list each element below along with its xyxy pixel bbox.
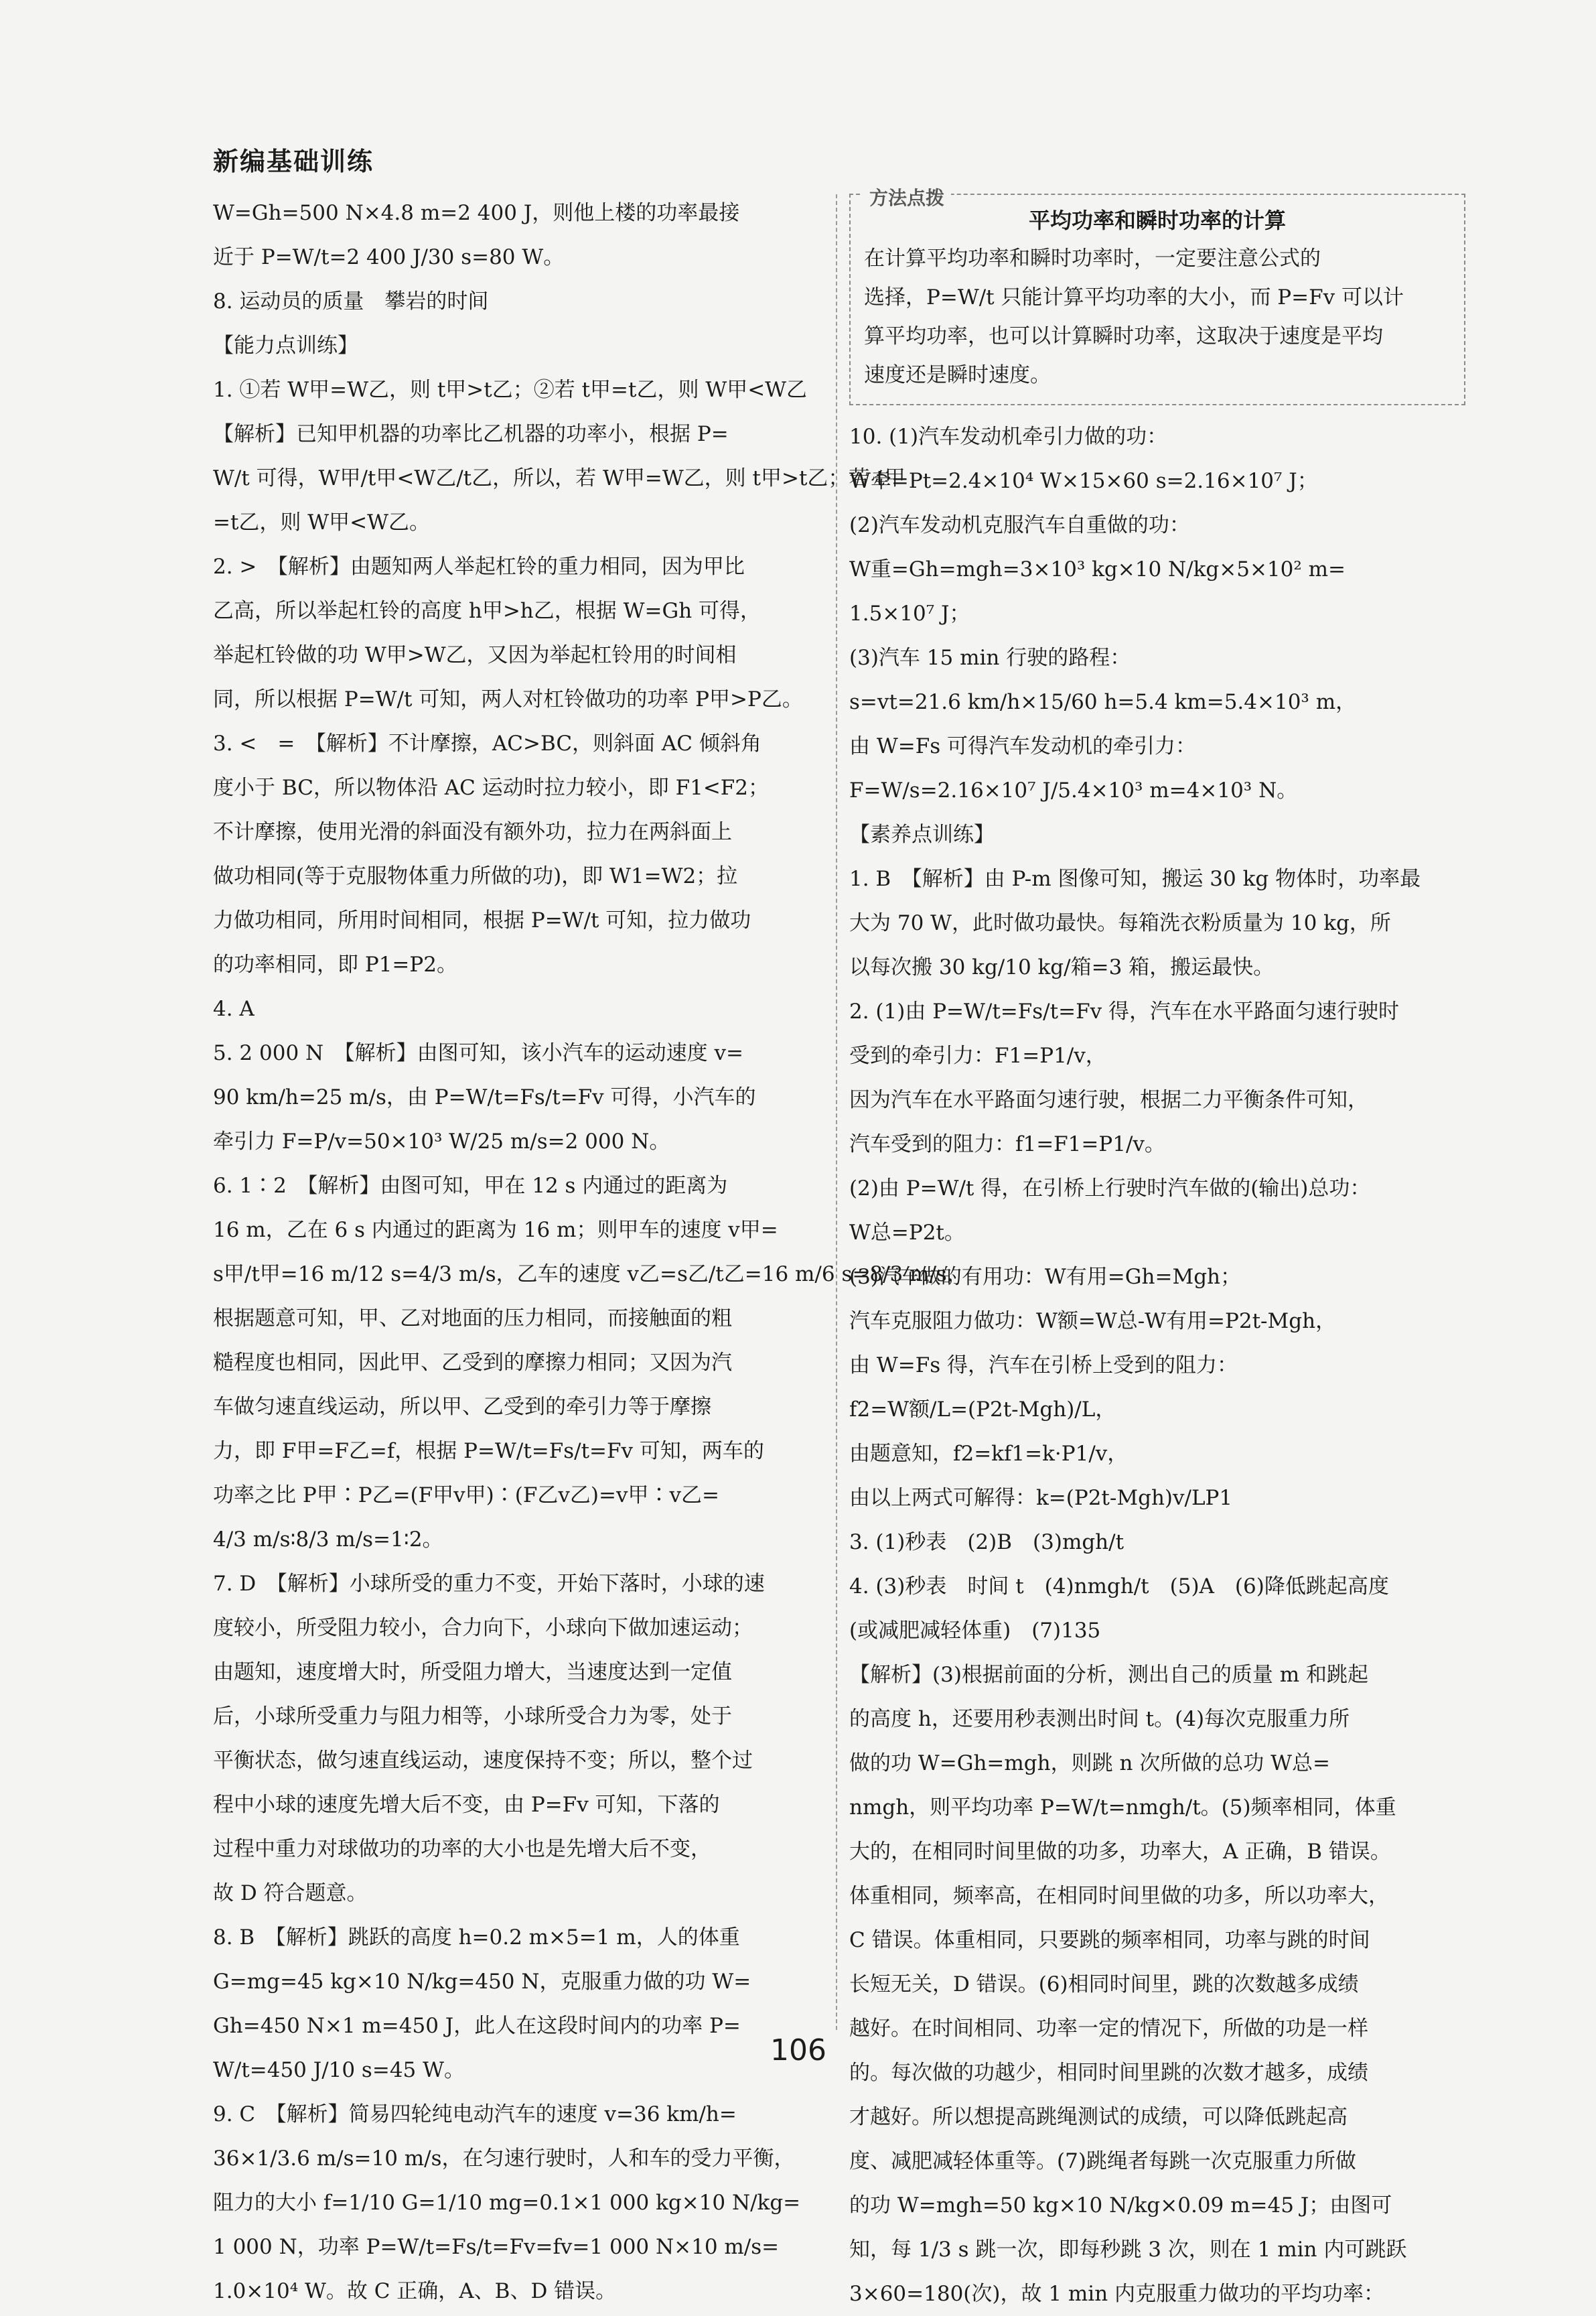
- text-line: 3. (1)秒表 (2)B (3)mgh/t: [849, 1530, 1125, 1554]
- text-line: 【解析】(3)根据前面的分析，测出自己的质量 m 和跳起: [849, 1663, 1369, 1687]
- text-line: 由题知，速度增大时，所受阻力增大，当速度达到一定值: [213, 1660, 732, 1684]
- right-column: [849, 187, 1465, 2316]
- text-line: W/t 可得，W甲/t甲<W乙/t乙，所以，若 W甲=W乙，则 t甲>t乙；若 t甲: [213, 466, 905, 490]
- text-line: (2)汽车发动机克服汽车自重做的功：: [849, 513, 1190, 537]
- text-line: 功率之比 P甲∶P乙=(F甲v甲)∶(F乙v乙)=v甲∶v乙=: [213, 1483, 719, 1507]
- text-line: 越好。在时间相同、功率一定的情况下，所做的功是一样: [849, 2017, 1368, 2041]
- text-line: 由以上两式可解得：k=(P2t-Mgh)v/LP1: [849, 1486, 1233, 1510]
- text-line: 因为汽车在水平路面匀速行驶，根据二力平衡条件可知，: [849, 1088, 1368, 1112]
- text-line: 【素养点训练】: [849, 823, 995, 847]
- right-column-body: [849, 415, 1465, 2316]
- text-line: (2)由 P=W/t 得，在引桥上行驶时汽车做的(输出)总功：: [849, 1176, 1371, 1201]
- method-tip-box: [849, 187, 1465, 405]
- text-line: 汽车克服阻力做功：W额=W总-W有用=P2t-Mgh，: [849, 1309, 1337, 1333]
- text-line: (或减肥减轻体重) (7)135: [849, 1619, 1101, 1643]
- text-line: 汽车受到的阻力：f1=F1=P1/v。: [849, 1132, 1165, 1156]
- text-line: 1. B 【解析】由 P-m 图像可知，搬运 30 kg 物体时，功率最: [849, 867, 1421, 891]
- text-line: 以每次搬 30 kg/10 kg/箱=3 箱，搬运最快。: [849, 955, 1275, 979]
- text-line: f2=W额/L=(P2t-Mgh)/L，: [849, 1398, 1116, 1422]
- text-line: nmgh，则平均功率 P=W/t=nmgh/t。(5)频率相同，体重: [849, 1795, 1396, 1820]
- text-line: s=vt=21.6 km/h×15/60 h=5.4 km=5.4×10³ m，: [849, 690, 1357, 714]
- text-line: 体重相同，频率高，在相同时间里做的功多，所以功率大，: [849, 1884, 1389, 1908]
- text-line: 8. 运动员的质量 攀岩的时间: [213, 289, 489, 314]
- column-divider: [836, 194, 837, 2030]
- text-line: 7. D 【解析】小球所受的重力不变，开始下落时，小球的速: [213, 1572, 765, 1596]
- text-line: 的功率相同，即 P1=P2。: [213, 953, 457, 977]
- text-line: 乙高，所以举起杠铃的高度 h甲>h乙，根据 W=Gh 可得，: [213, 599, 761, 623]
- text-line: 【解析】已知甲机器的功率比乙机器的功率小，根据 P=: [213, 422, 729, 446]
- text-line: (3)汽车做的有用功：W有用=Gh=Mgh；: [849, 1265, 1242, 1289]
- text-line: 由题意知，f2=kf1=k·P1/v，: [849, 1442, 1129, 1466]
- text-line: s甲/t甲=16 m/12 s=4/3 m/s，乙车的速度 v乙=s乙/t乙=16 m/6 s=8/3 m/s，: [213, 1262, 968, 1286]
- text-line: 度、减肥减轻体重等。(7)跳绳者每跳一次克服重力所做: [849, 2149, 1356, 2173]
- text-line: 过程中重力对球做功的功率的大小也是先增大后不变，: [213, 1837, 711, 1861]
- text-line: 糙程度也相同，因此甲、乙受到的摩擦力相同；又因为汽: [213, 1351, 732, 1375]
- text-line: 近于 P=W/t=2 400 J/30 s=80 W。: [213, 245, 565, 269]
- text-line: 牵引力 F=P/v=50×10³ W/25 m/s=2 000 N。: [213, 1130, 670, 1154]
- text-line: W=Gh=500 N×4.8 m=2 400 J，则他上楼的功率最接: [213, 201, 740, 225]
- text-line: 做的功 W=Gh=mgh，则跳 n 次所做的总功 W总=: [849, 1751, 1330, 1775]
- method-tip-title: 平均功率和瞬时功率的计算: [1028, 208, 1286, 233]
- text-line: 由 W=Fs 可得汽车发动机的牵引力：: [849, 734, 1196, 758]
- text-line: 4/3 m/s∶8/3 m/s=1∶2。: [213, 1527, 443, 1552]
- text-line: F=W/s=2.16×10⁷ J/5.4×10³ m=4×10³ N。: [849, 778, 1298, 803]
- text-line: Gh=450 N×1 m=450 J，此人在这段时间内的功率 P=: [213, 2014, 741, 2038]
- text-line: C 错误。体重相同，只要跳的频率相同，功率与跳的时间: [849, 1928, 1370, 1952]
- text-line: 8. B 【解析】跳跃的高度 h=0.2 m×5=1 m，人的体重: [213, 1925, 740, 1950]
- text-line: 车做匀速直线运动，所以甲、乙受到的牵引力等于摩擦: [213, 1395, 711, 1419]
- text-line: 2. (1)由 P=W/t=Fs/t=Fv 得，汽车在水平路面匀速行驶时: [849, 1000, 1399, 1024]
- method-tip-label: 方法点拨: [863, 176, 951, 220]
- method-tip-body: [864, 239, 1451, 395]
- text-line: 举起杠铃做的功 W甲>W乙，又因为举起杠铃用的时间相: [213, 643, 737, 667]
- text-line: W重=Gh=mgh=3×10³ kg×10 N/kg×5×10² m=: [849, 557, 1346, 582]
- text-line: 由 W=Fs 得，汽车在引桥上受到的阻力：: [849, 1353, 1238, 1377]
- text-line: 5. 2 000 N 【解析】由图可知，该小汽车的运动速度 v=: [213, 1041, 743, 1065]
- text-line: 2. > 【解析】由题知两人举起杠铃的重力相同，因为甲比: [213, 555, 745, 579]
- text-line: 的高度 h，还要用秒表测出时间 t。(4)每次克服重力所: [849, 1707, 1350, 1731]
- text-line: 平衡状态，做匀速直线运动，速度保持不变；所以，整个过: [213, 1749, 753, 1773]
- text-line: 的。每次做的功越少，相同时间里跳的次数才越多，成绩: [849, 2061, 1368, 2085]
- text-line: 程中小球的速度先增大后不变，由 P=Fv 可知，下落的: [213, 1793, 720, 1817]
- text-line: 受到的牵引力：F1=P1/v，: [849, 1044, 1106, 1068]
- text-line: 大的，在相同时间里做的功多，功率大，A 正确，B 错误。: [849, 1840, 1391, 1864]
- text-line: 同，所以根据 P=W/t 可知，两人对杠铃做功的功率 P甲>P乙。: [213, 687, 803, 711]
- text-line: 根据题意可知，甲、乙对地面的压力相同，而接触面的粗: [213, 1306, 732, 1331]
- text-line: 才越好。所以想提高跳绳测试的成绩，可以降低跳起高: [849, 2105, 1348, 2129]
- text-line: 3×60=180(次)，故 1 min 内克服重力做功的平均功率：: [849, 2282, 1385, 2306]
- text-line: 知，每 1/3 s 跳一次，即每秒跳 3 次，则在 1 min 内可跳跃: [849, 2238, 1407, 2262]
- text-line: 选择，P=W/t 只能计算平均功率的大小，而 P=Fv 可以计: [864, 285, 1404, 310]
- text-line: 16 m，乙在 6 s 内通过的距离为 16 m；则甲车的速度 v甲=: [213, 1218, 778, 1242]
- text-line: 不计摩擦，使用光滑的斜面没有额外功，拉力在两斜面上: [213, 820, 732, 844]
- text-line: 长短无关，D 错误。(6)相同时间里，跳的次数越多成绩: [849, 1972, 1359, 1996]
- text-line: 10. (1)汽车发动机牵引力做的功：: [849, 425, 1168, 449]
- text-line: W/t=450 J/10 s=45 W。: [213, 2058, 465, 2082]
- text-line: 速度还是瞬时速度。: [864, 363, 1051, 387]
- text-line: W牵=Pt=2.4×10⁴ W×15×60 s=2.16×10⁷ J；: [849, 469, 1318, 493]
- text-line: 后，小球所受重力与阻力相等，小球所受合力为零，处于: [213, 1704, 732, 1728]
- text-line: 算平均功率，也可以计算瞬时功率，这取决于速度是平均: [864, 324, 1383, 348]
- text-line: 度较小，所受阻力较小，合力向下，小球向下做加速运动；: [213, 1616, 753, 1640]
- text-line: 6. 1∶2 【解析】由图可知，甲在 12 s 内通过的距离为: [213, 1174, 728, 1198]
- text-line: 1 000 N，功率 P=W/t=Fs/t=Fv=fv=1 000 N×10 m/s=: [213, 2235, 780, 2259]
- text-line: 1. ①若 W甲=W乙，则 t甲>t乙；②若 t甲=t乙，则 W甲<W乙: [213, 378, 808, 402]
- text-line: 故 D 符合题意。: [213, 1881, 368, 1905]
- text-line: 度小于 BC，所以物体沿 AC 运动时拉力较小，即 F1<F2；: [213, 776, 770, 800]
- text-line: 的功 W=mgh=50 kg×10 N/kg×0.09 m=45 J；由图可: [849, 2193, 1392, 2218]
- text-line: 大为 70 W，此时做功最快。每箱洗衣粉质量为 10 kg，所: [849, 911, 1391, 935]
- page-number: 106: [770, 2033, 826, 2067]
- page-header: 新编基础训练: [213, 147, 374, 176]
- text-line: 3. < = 【解析】不计摩擦，AC>BC，则斜面 AC 倾斜角: [213, 732, 761, 756]
- text-line: =t乙，则 W甲<W乙。: [213, 510, 430, 535]
- text-line: 力，即 F甲=F乙=f，根据 P=W/t=Fs/t=Fv 可知，两车的: [213, 1439, 764, 1463]
- text-line: 1.5×10⁷ J；: [849, 602, 970, 626]
- text-line: W总=P2t。: [849, 1221, 965, 1245]
- text-line: 阻力的大小 f=1/10 G=1/10 mg=0.1×1 000 kg×10 N/kg=: [213, 2191, 801, 2215]
- text-line: (3)汽车 15 min 行驶的路程：: [849, 646, 1131, 670]
- text-line: 1.0×10⁴ W。故 C 正确，A、B、D 错误。: [213, 2279, 617, 2303]
- text-line: 力做功相同，所用时间相同，根据 P=W/t 可知，拉力做功: [213, 908, 751, 933]
- text-line: 4. (3)秒表 时间 t (4)nmgh/t (5)A (6)降低跳起高度: [849, 1574, 1389, 1598]
- text-line: G=mg=45 kg×10 N/kg=450 N，克服重力做的功 W=: [213, 1970, 751, 1994]
- text-line: 【能力点训练】: [213, 334, 358, 358]
- text-line: 9. C 【解析】简易四轮纯电动汽车的速度 v=36 km/h=: [213, 2102, 737, 2126]
- text-line: 90 km/h=25 m/s，由 P=W/t=Fs/t=Fv 可得，小汽车的: [213, 1085, 756, 1109]
- text-line: 在计算平均功率和瞬时功率时，一定要注意公式的: [864, 247, 1321, 271]
- text-line: 36×1/3.6 m/s=10 m/s，在匀速行驶时，人和车的受力平衡，: [213, 2147, 795, 2171]
- text-line: 4. A: [213, 997, 255, 1021]
- text-line: 做功相同(等于克服物体重力所做的功)，即 W1=W2；拉: [213, 864, 738, 888]
